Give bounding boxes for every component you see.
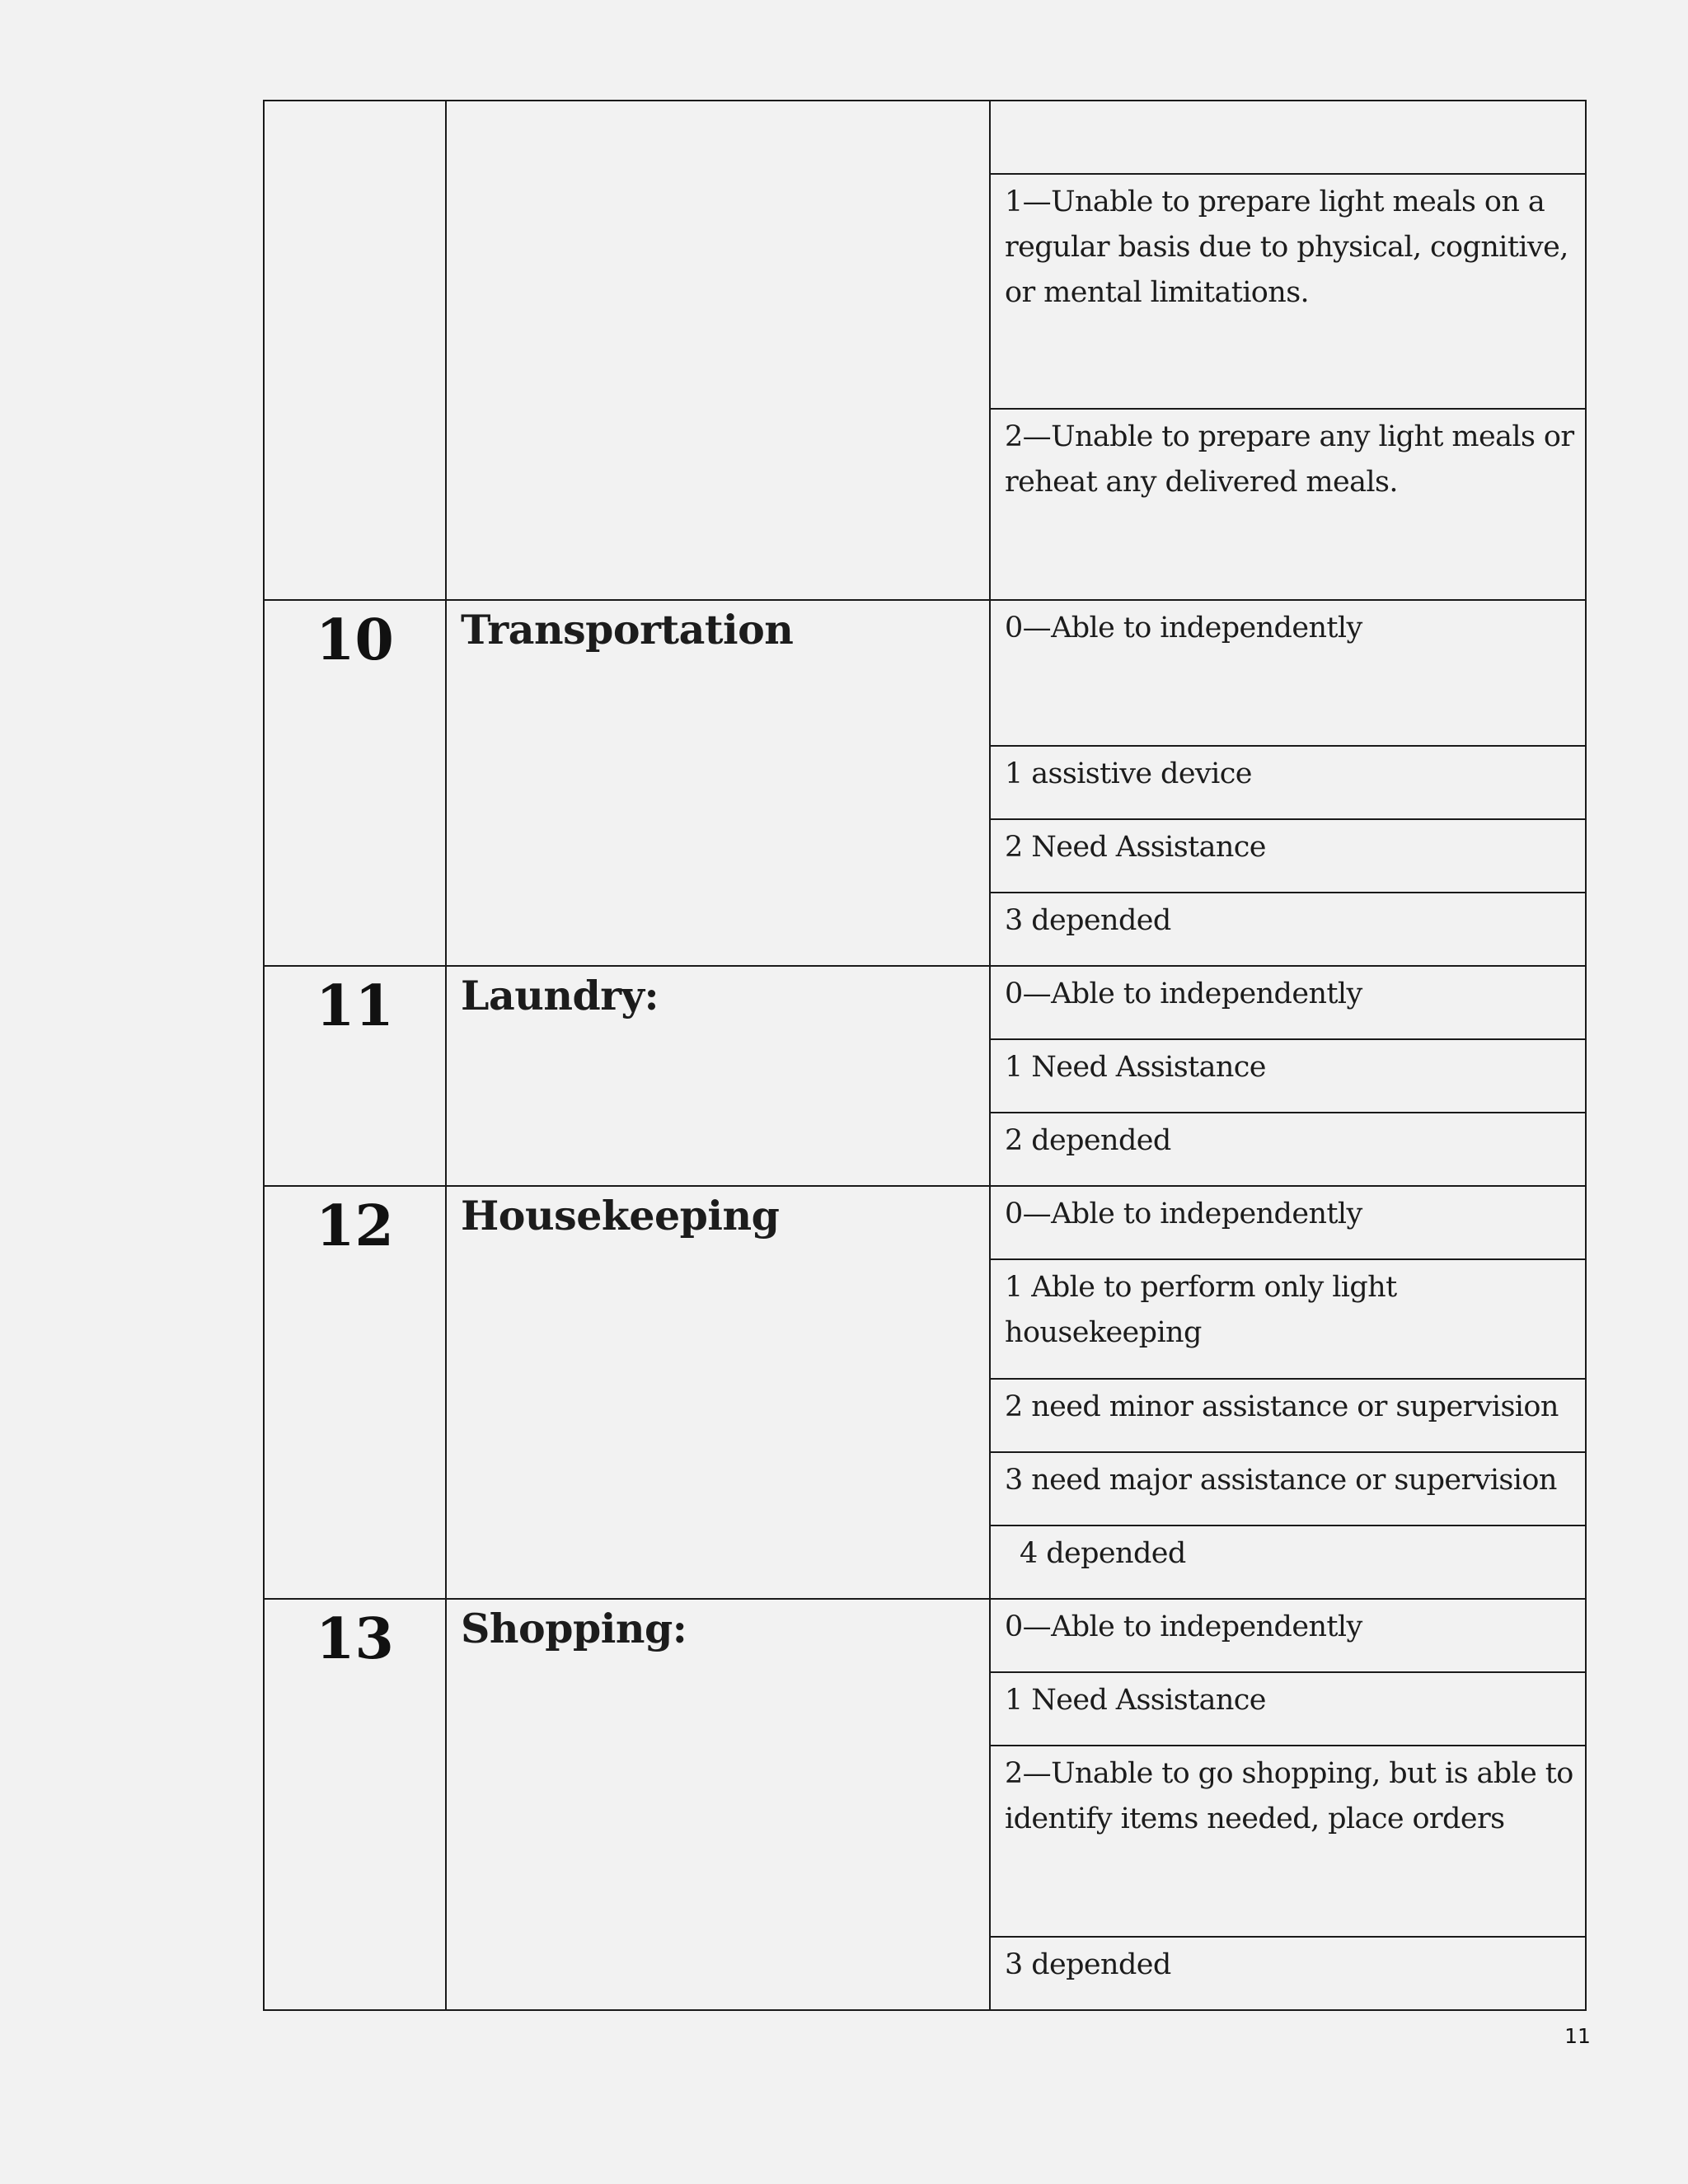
item-label: Transportation — [446, 600, 990, 966]
item-number: 13 — [264, 1599, 446, 2010]
option-cell: 3 need major assistance or supervision — [990, 1452, 1586, 1526]
option-cell: 0—Able to independently — [990, 966, 1586, 1039]
option-cell: 4 depended — [990, 1526, 1586, 1599]
option-cell: 1 Need Assistance — [990, 1672, 1586, 1746]
item-label: Laundry: — [446, 966, 990, 1186]
item-label: Housekeeping — [446, 1186, 990, 1599]
option-cell: 1 assistive device — [990, 746, 1586, 819]
option-cell — [990, 101, 1586, 174]
item-number: 12 — [264, 1186, 446, 1599]
item-number: 10 — [264, 600, 446, 966]
option-cell: 0—Able to independently — [990, 1186, 1586, 1259]
item-label: Shopping: — [446, 1599, 990, 2010]
page-number: 11 — [1564, 2024, 1591, 2048]
option-cell: 1 Need Assistance — [990, 1039, 1586, 1113]
option-cell: 3 depended — [990, 1937, 1586, 2010]
option-cell: 2 depended — [990, 1113, 1586, 1186]
option-cell: 3 depended — [990, 893, 1586, 966]
option-cell: 0—Able to independently — [990, 1599, 1586, 1672]
option-cell: 2—Unable to prepare any light meals or reheat any delivered meals. — [990, 409, 1586, 600]
option-cell: 2 Need Assistance — [990, 819, 1586, 893]
option-cell: 1 Able to perform only light housekeeping — [990, 1259, 1586, 1379]
option-cell: 2 need minor assistance or supervision — [990, 1379, 1586, 1452]
item-number-cell — [264, 101, 446, 600]
assessment-table — [263, 100, 1587, 2011]
item-label-cell — [446, 101, 990, 600]
option-cell: 0—Able to independently — [990, 600, 1586, 746]
option-cell: 2—Unable to go shopping, but is able to identify items needed, place orders — [990, 1746, 1586, 1937]
item-number: 11 — [264, 966, 446, 1186]
option-cell: 1—Unable to prepare light meals on a regular basis due to physical, cognitive, or mental limitations. — [990, 174, 1586, 409]
